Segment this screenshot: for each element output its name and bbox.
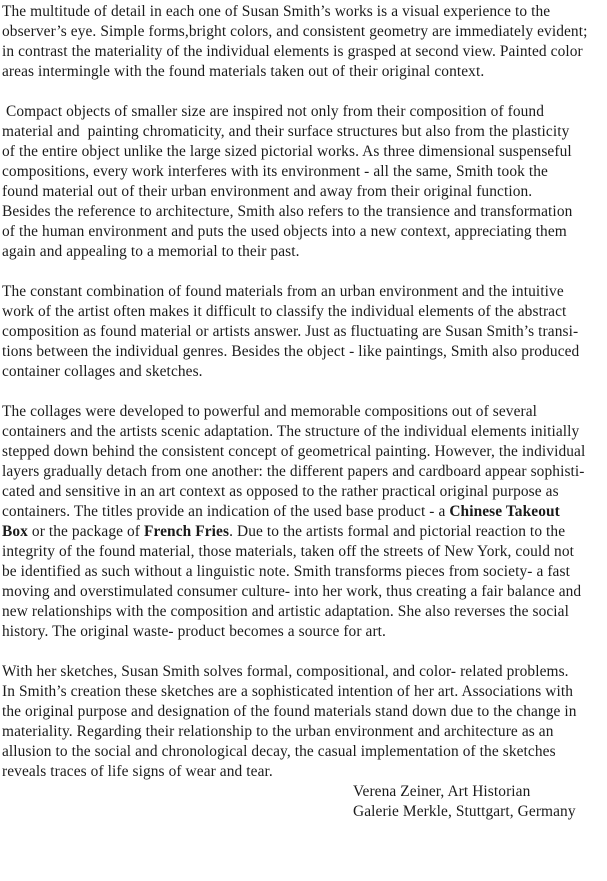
text-line: cated and sensitive in an art context as opposed to the rather practical original purpose as bbox=[2, 483, 559, 500]
text-line: history. The original waste- product becomes a source for art. bbox=[2, 623, 386, 640]
text-line: Box or the package of French Fries. Due to the artists formal and pictorial reaction to the bbox=[2, 523, 566, 540]
text-line: work of the artist often makes it difficult to classify the individual elements of the abstract bbox=[2, 303, 567, 320]
attribution-block bbox=[353, 782, 605, 822]
paragraph bbox=[2, 662, 605, 782]
attribution-line-gallery: Galerie Merkle, Stuttgart, Germany bbox=[353, 803, 576, 820]
text-line: reveals traces of life signs of wear and tear. bbox=[2, 763, 273, 780]
attribution-line-author: Verena Zeiner, Art Historian bbox=[353, 783, 531, 800]
text-line: layers gradually detach from one another: the different papers and cardboard appear sophisti- bbox=[2, 463, 585, 480]
text-line: container collages and sketches. bbox=[2, 363, 203, 380]
text-line: the original purpose and designation of the found materials stand down due to the change in bbox=[2, 703, 577, 720]
text-line: integrity of the found material, those materials, taken off the streets of New York, could not bbox=[2, 543, 575, 560]
paragraph bbox=[2, 402, 605, 642]
text-line: material and painting chromaticity, and their surface structures but also from the plasticity bbox=[2, 123, 570, 140]
text-line: Compact objects of smaller size are inspired not only from their composition of found bbox=[2, 103, 545, 120]
text-line: compositions, every work interferes with its environment - all the same, Smith took the bbox=[2, 163, 548, 180]
text-line: The multitude of detail in each one of Susan Smith’s works is a visual experience to the bbox=[2, 3, 551, 20]
text-line: of the entire object unlike the large sized pictorial works. As three dimensional suspenseful bbox=[2, 143, 572, 160]
text-line: With her sketches, Susan Smith solves formal, compositional, and color- related problems. bbox=[2, 663, 569, 680]
paragraph bbox=[2, 102, 605, 262]
text-line: The constant combination of found materials from an urban environment and the intuitive bbox=[2, 283, 564, 300]
text-line: The collages were developed to powerful and memorable compositions out of several bbox=[2, 403, 538, 420]
text-line: stepped down behind the consistent concept of geometrical painting. However, the individual bbox=[2, 443, 586, 460]
text-line: found material out of their urban environment and away from their original function. bbox=[2, 183, 533, 200]
text-line: again and appealing to a memorial to their past. bbox=[2, 243, 300, 260]
paragraph bbox=[2, 2, 605, 82]
text-line: composition as found material or artists answer. Just as fluctuating are Susan Smith’s transi- bbox=[2, 323, 579, 340]
text-line: observer’s eye. Simple forms,bright colors, and consistent geometry are immediately evident; bbox=[2, 23, 588, 40]
text-line: new relationships with the composition and artistic adaptation. She also reverses the social bbox=[2, 603, 569, 620]
text-line: of the human environment and puts the used objects into a new context, appreciating them bbox=[2, 223, 567, 240]
text-line: containers. The titles provide an indication of the used base product - a Chinese Takeout bbox=[2, 503, 560, 520]
text-line: In Smith’s creation these sketches are a sophisticated intention of her art. Associations with bbox=[2, 683, 574, 700]
text-line: tions between the individual genres. Besides the object - like paintings, Smith also produced bbox=[2, 343, 580, 360]
text-line: containers and the artists scenic adaptation. The structure of the individual elements initially bbox=[2, 423, 580, 440]
article-text bbox=[2, 2, 605, 782]
text-line: be identified as such without a linguistic note. Smith transforms pieces from society- a fast bbox=[2, 563, 570, 580]
text-line: moving and overstimulated consumer culture- into her work, thus creating a fair balance and bbox=[2, 583, 582, 600]
paragraph bbox=[2, 282, 605, 382]
text-line: areas intermingle with the found materials taken out of their original context. bbox=[2, 63, 485, 80]
text-line: Besides the reference to architecture, Smith also refers to the transience and transformation bbox=[2, 203, 573, 220]
text-line: in contrast the materiality of the individual elements is grasped at second view. Painted color bbox=[2, 43, 583, 60]
text-line: allusion to the social and chronological decay, the casual implementation of the sketches bbox=[2, 743, 556, 760]
text-line: materiality. Regarding their relationship to the urban environment and architecture as an bbox=[2, 723, 554, 740]
